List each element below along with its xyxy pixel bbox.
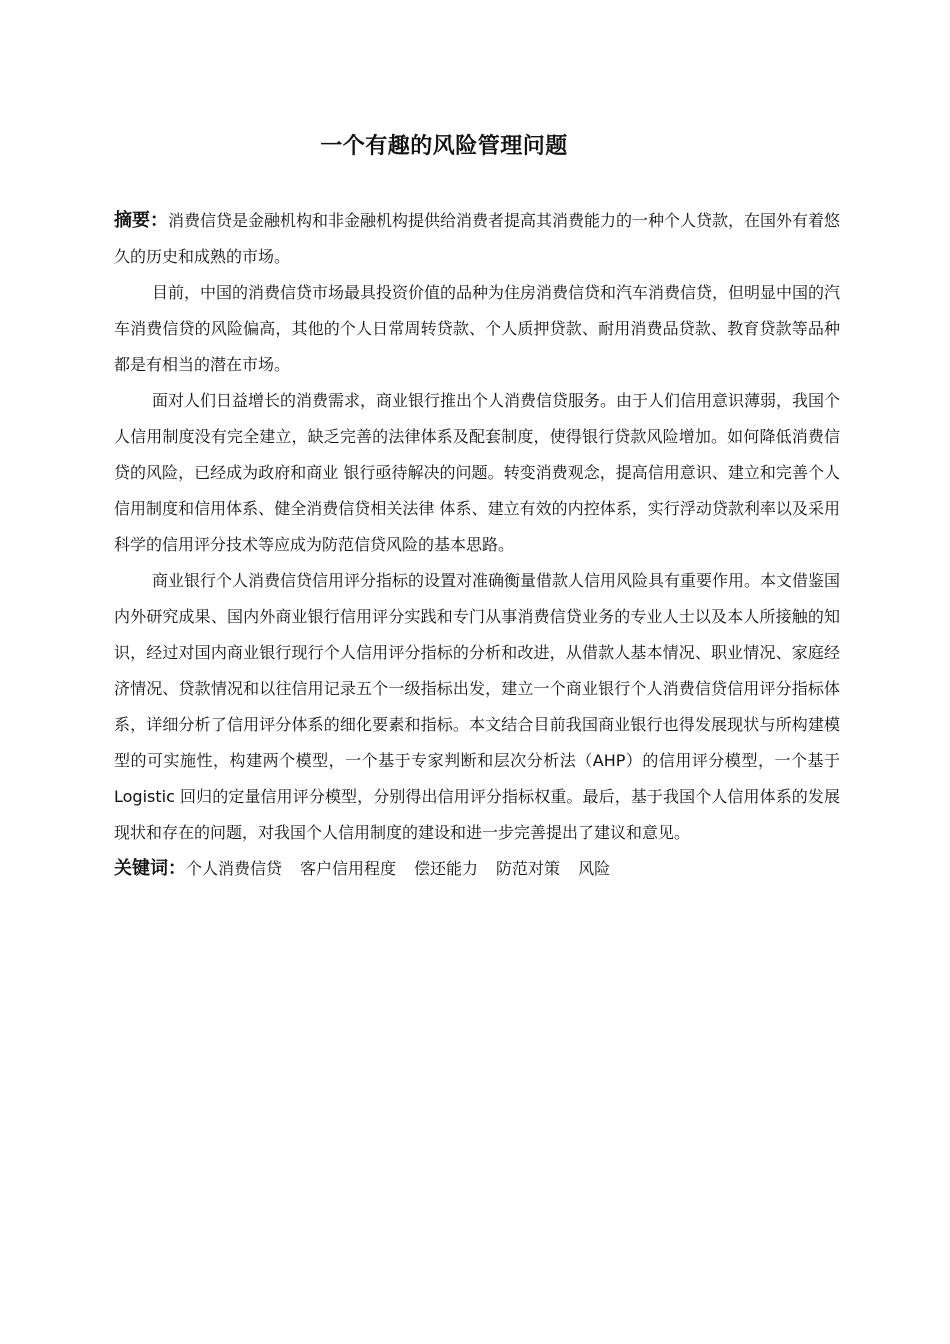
- keyword: 风险: [578, 859, 611, 878]
- keywords-line: [114, 851, 840, 887]
- keyword: 个人消费信贷: [186, 859, 283, 878]
- keyword: 客户信用程度: [300, 859, 397, 878]
- keyword: 偿还能力: [414, 859, 479, 878]
- keyword: 防范对策: [496, 859, 561, 878]
- abstract-text-1: 消费信贷是金融机构和非金融机构提供给消费者提高其消费能力的一种个人贷款，在国外有着悠久的历史和成熟的市场。: [114, 211, 841, 266]
- abstract-label: 摘要：: [114, 210, 168, 231]
- abstract-paragraph-1: [114, 203, 840, 275]
- abstract-paragraph-3: 面对人们日益增长的消费需求，商业银行推出个人消费信贷服务。由于人们信用意识薄弱，我国个人信用制度没有完全建立，缺乏完善的法律体系及配套制度，使得银行贷款风险增加。如何降低消费信贷的风险，已经成为政府和商业 银行亟待解决的问题。转变消费观念，提高信用意识、建立和完善个人信用制度和信用体系、健全消费信贷相关法律 体系、建立有效的内控体系，实行浮动贷款利率以及采用 科学的信用评分技术等应成为防范信贷风险的基本思路。: [114, 391, 841, 554]
- keywords-label: 关键词：: [114, 858, 186, 879]
- page-title: 一个有趣的风险管理问题: [320, 134, 568, 159]
- abstract-section: [114, 203, 840, 887]
- abstract-paragraph-4: 商业银行个人消费信贷信用评分指标的设置对准确衡量借款人信用风险具有重要作用。本文借鉴国内外研究成果、国内外商业银行信用评分实践和专门从事消费信贷业务的专业人士以及本人所接触的知识，经过对国内商业银行现行个人信用评分指标的分析和改进，从借款人基本情况、职业情况、家庭经济情况、贷款情况和以往信用记录五个一级指标出发，建立一个商业银行个人消费信贷信用评分指标体系，详细分析了信用评分体系的细化要素和指标。本文结合目前我国商业银行也得发展现状与所构建模型的可实施性，构建两个模型，一个基于专家判断和层次分析法（AHP）的信用评分模型，一个基于 Logistic 回归的定量信用评分模型，分别得出信用评分指标权重。最后，基于我国个人信用体系的发展现状和存在的问题，对我国个人信用制度的建设和进一步完善提出了建议和意见。: [114, 571, 841, 842]
- abstract-paragraph-2: 目前，中国的消费信贷市场最具投资价值的品种为住房消费信贷和汽车消费信贷，但明显中国的汽车消费信贷的风险偏高，其他的个人日常周转贷款、个人质押贷款、耐用消费品贷款、教育贷款等品种都是有相当的潜在市场。: [114, 283, 841, 374]
